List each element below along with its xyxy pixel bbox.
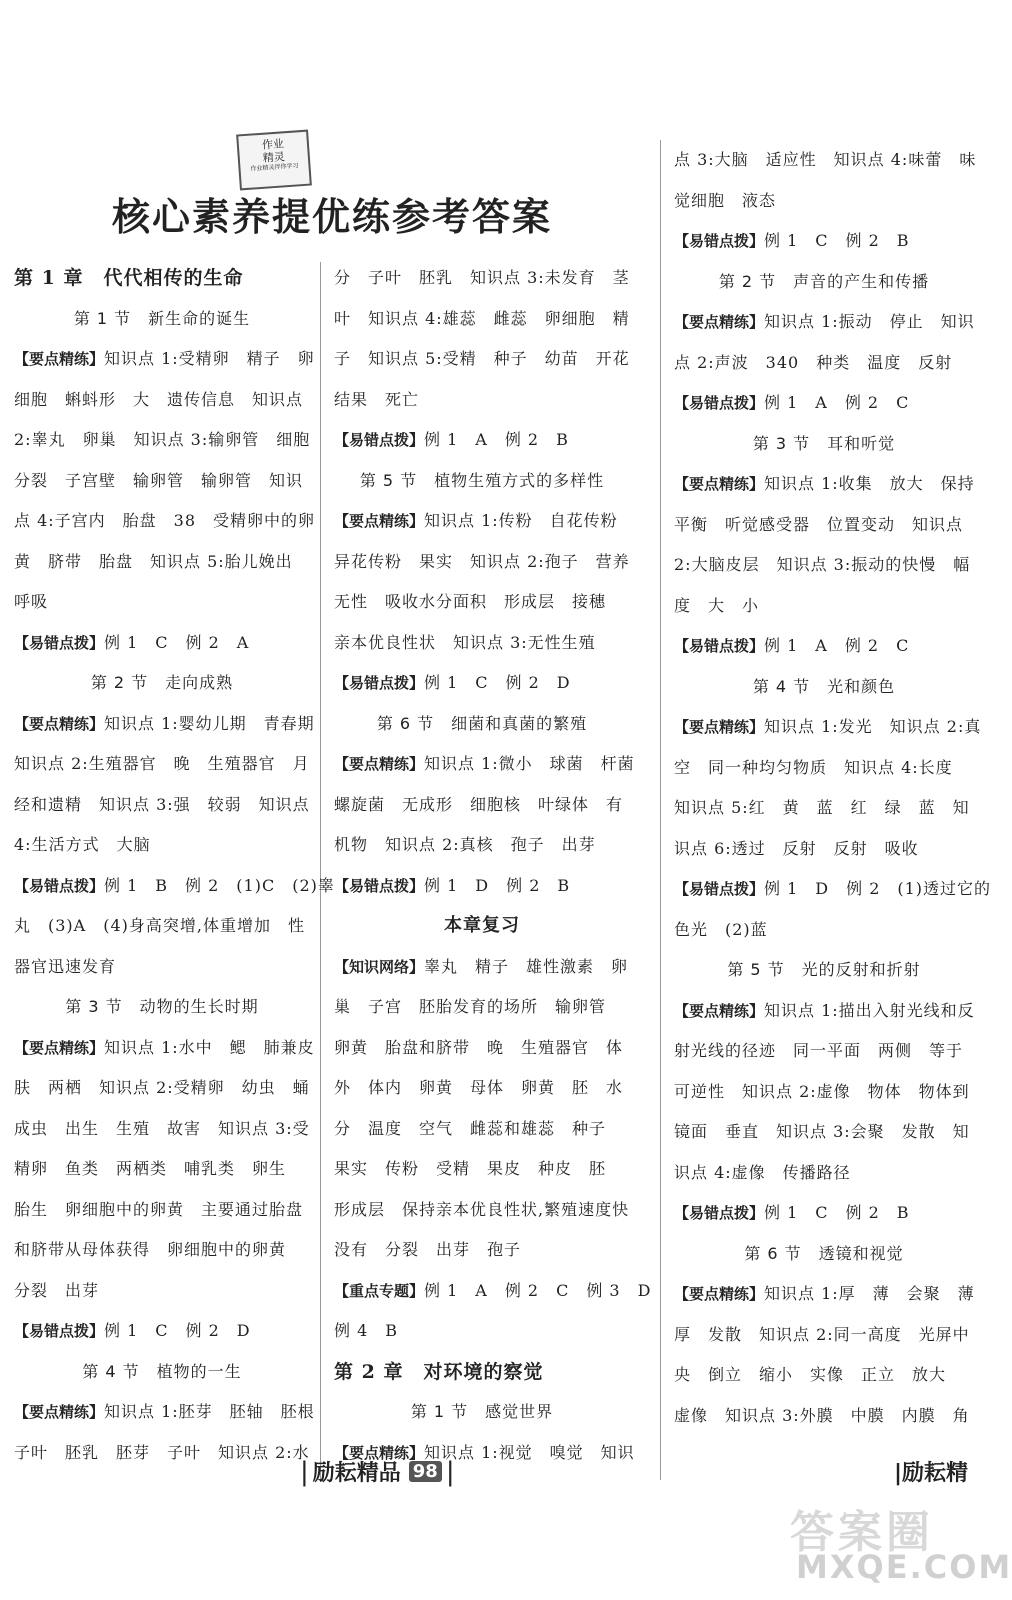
answer-line: 识点 4:虚像 传播路径 — [674, 1162, 851, 1182]
answer-line: 细胞 蝌蚪形 大 遗传信息 知识点 — [14, 389, 304, 409]
answer-tag: 【要点精练】 — [674, 1285, 765, 1303]
answer-line: 知识点 2:生殖器官 晚 生殖器官 月 — [14, 754, 310, 773]
answer-line: 分 温度 空气 雌蕊和雄蕊 种子 — [334, 1118, 607, 1138]
answer-tag: 【要点精练】 — [334, 512, 425, 530]
answer-line — [674, 464, 974, 505]
answer-tag: 【易错点拨】 — [334, 876, 425, 895]
answer-line: 点 3:大脑 适应性 知识点 4:味蕾 味 — [674, 150, 977, 169]
answer-line: 卵黄 胎盘和脐带 晚 生殖器官 体 — [334, 1037, 624, 1057]
answer-line: 和脐带从母体获得 卵细胞中的卵黄 — [14, 1240, 287, 1259]
page-title: 核心素养提优练参考答案 — [112, 194, 553, 239]
answer-tag: 【易错点拨】 — [14, 876, 105, 895]
answer-line — [674, 221, 974, 262]
answer-line: 4:生活方式 大脑 — [14, 835, 151, 854]
answer-line: 呼吸 — [14, 592, 49, 611]
answer-line — [14, 1392, 315, 1433]
answer-text: 例 1 A 例 2 C 例 3 D — [424, 1280, 652, 1300]
chapter-heading: 第 1 章 代代相传的生命 — [14, 267, 244, 289]
answer-text: 例 1 C 例 2 D — [424, 673, 571, 692]
answer-text: 例 1 A 例 2 C — [764, 393, 910, 412]
answer-line — [674, 302, 974, 343]
answer-text: 例 1 B 例 2 (1)C (2)睾 — [104, 875, 335, 895]
answer-line: 觉细胞 液态 — [674, 190, 777, 210]
answer-text: 知识点 1:传粉 自花传粉 — [424, 511, 618, 530]
page-number: 98 — [409, 1461, 442, 1482]
column-divider — [660, 140, 661, 1480]
chapter-heading: 第 2 章 对环境的察觉 — [334, 1360, 544, 1383]
answer-text: 例 1 D 例 2 (1)透过它的 — [764, 879, 992, 898]
answer-text: 例 1 C 例 2 B — [764, 231, 910, 250]
answer-text: 知识点 1:婴幼儿期 青春期 — [104, 713, 315, 733]
answer-tag: 【易错点拨】 — [14, 633, 105, 652]
answer-line: 分 子叶 胚乳 知识点 3:未发育 茎 — [334, 268, 630, 287]
answer-line: 2:大脑皮层 知识点 3:振动的快慢 幅 — [674, 555, 971, 574]
answer-line — [674, 707, 982, 748]
answer-line: 外 体内 卵黄 母体 卵黄 胚 水 — [334, 1078, 624, 1097]
review-heading: 本章复习 — [444, 915, 520, 936]
answer-text: 知识点 1:水中 鳃 肺兼皮 — [104, 1037, 315, 1057]
answer-line: 无性 吸收水分面积 形成层 接穗 — [334, 592, 607, 611]
answer-tag: 【易错点拨】 — [334, 431, 425, 449]
section-heading: 第 3 节 动物的生长时期 — [65, 997, 259, 1016]
answer-line — [334, 947, 630, 988]
column-divider — [320, 262, 321, 1482]
answer-line: 可逆性 知识点 2:虚像 物体 物体到 — [674, 1081, 970, 1101]
answer-line: 空 同一种均匀物质 知识点 4:长度 — [674, 757, 953, 777]
answer-text: 知识点 1:厚 薄 会聚 薄 — [764, 1284, 975, 1303]
answer-text: 例 1 A 例 2 C — [764, 636, 910, 655]
answer-line — [674, 383, 974, 424]
answer-line: 度 大 小 — [674, 595, 760, 615]
answer-tag: 【要点精练】 — [334, 755, 425, 773]
answer-text: 知识点 1:振动 停止 知识 — [764, 312, 975, 331]
answer-tag: 【要点精练】 — [334, 1443, 425, 1462]
answer-line: 2:睾丸 卵巢 知识点 3:输卵管 细胞 — [14, 430, 311, 449]
answer-line: 分裂 出芽 — [14, 1280, 100, 1300]
footer-bar-right: | — [445, 1456, 455, 1487]
footer-brand: 励耘精 — [902, 1461, 969, 1486]
answer-line — [14, 339, 315, 380]
answer-text: 知识点 1:收集 放大 保持 — [764, 474, 975, 493]
answer-tag: 【易错点拨】 — [674, 880, 765, 898]
answer-line — [334, 663, 630, 704]
page-footer — [300, 1456, 455, 1487]
answer-line — [674, 626, 974, 667]
answer-line: 螺旋菌 无成形 细胞核 叶绿体 有 — [334, 794, 624, 814]
answer-line — [14, 1311, 310, 1352]
answer-line — [334, 866, 630, 907]
answer-line — [14, 1028, 315, 1069]
answer-tag: 【易错点拨】 — [674, 1204, 765, 1222]
answer-line: 黄 脐带 胎盘 知识点 5:胎儿娩出 — [14, 551, 293, 571]
answer-line — [14, 866, 335, 907]
answer-line — [674, 991, 974, 1032]
answer-tag: 【易错点拨】 — [674, 394, 765, 412]
answer-line — [334, 1271, 652, 1312]
answer-tag: 【要点精练】 — [14, 1038, 105, 1057]
section-heading: 第 1 节 新生命的诞生 — [73, 308, 251, 328]
section-heading: 第 4 节 植物的一生 — [82, 1361, 242, 1381]
answer-text: 例 1 C 例 2 D — [104, 1321, 251, 1340]
answer-text: 例 1 A 例 2 B — [424, 430, 569, 449]
answer-line — [334, 744, 635, 785]
section-heading: 第 2 节 声音的产生和传播 — [718, 271, 930, 291]
answer-tag: 【要点精练】 — [674, 475, 765, 493]
answer-column-1 — [14, 258, 335, 1473]
answer-text: 知识点 1:受精卵 精子 卵 — [104, 349, 315, 368]
answer-tag: 【要点精练】 — [14, 714, 105, 733]
answer-line — [674, 869, 992, 910]
answer-tag: 【知识网络】 — [334, 957, 425, 976]
answer-line: 异花传粉 果实 知识点 2:孢子 营养 — [334, 551, 630, 571]
answer-line — [334, 420, 630, 461]
stamp-line-1: 作业 — [261, 137, 285, 152]
answer-line: 机物 知识点 2:真核 孢子 出芽 — [334, 835, 596, 854]
answer-line: 形成层 保持亲本优良性状,繁殖速度快 — [334, 1199, 630, 1219]
answer-tag: 【要点精练】 — [14, 1403, 105, 1421]
answer-column-2 — [334, 258, 652, 1473]
answer-line: 识点 6:透过 反射 反射 吸收 — [674, 838, 919, 858]
answer-line: 巢 子宫 胚胎发育的场所 输卵管 — [334, 997, 607, 1016]
answer-tag: 【易错点拨】 — [674, 637, 765, 655]
answer-line: 例 4 B — [334, 1321, 399, 1340]
answer-line: 点 4:子宫内 胎盘 38 受精卵中的卵 — [14, 511, 316, 530]
section-heading: 第 5 节 光的反射和折射 — [727, 960, 921, 979]
answer-line: 虚像 知识点 3:外膜 中膜 内膜 角 — [674, 1405, 970, 1425]
answer-line: 器官迅速发育 — [14, 956, 117, 976]
section-heading: 第 6 节 细菌和真菌的繁殖 — [376, 713, 588, 733]
answer-tag: 【易错点拨】 — [14, 1322, 105, 1340]
footer-brand-next-page — [894, 1456, 968, 1487]
answer-tag: 【易错点拨】 — [674, 232, 765, 250]
answer-line — [674, 1274, 974, 1315]
answer-line: 亲本优良性状 知识点 3:无性生殖 — [334, 632, 596, 652]
answer-text: 例 1 C 例 2 A — [104, 632, 250, 652]
answer-line: 没有 分裂 出芽 孢子 — [334, 1240, 522, 1259]
answer-tag: 【要点精练】 — [674, 718, 765, 736]
answer-tag: 【要点精练】 — [674, 1001, 765, 1020]
watermark-url: MXQE.COM — [796, 1548, 1012, 1586]
section-heading: 第 1 节 感觉世界 — [410, 1402, 554, 1421]
answer-text: 例 1 D 例 2 B — [424, 875, 571, 895]
answer-text: 知识点 1:视觉 嗅觉 知识 — [424, 1442, 635, 1462]
answer-text: 知识点 1:描出入射光线和反 — [764, 1000, 975, 1020]
answer-line: 丸 (3)A (4)身高突增,体重增加 性 — [14, 916, 305, 935]
answer-line: 色光 (2)蓝 — [674, 919, 768, 939]
answer-tag: 【要点精练】 — [674, 313, 765, 331]
answer-line: 经和遗精 知识点 3:强 较弱 知识点 — [14, 794, 310, 814]
answer-line: 镜面 垂直 知识点 3:会聚 发散 知 — [674, 1122, 970, 1141]
answer-line: 结果 死亡 — [334, 389, 420, 409]
section-heading: 第 2 节 走向成熟 — [90, 673, 234, 692]
answer-line: 分裂 子宫壁 输卵管 输卵管 知识 — [14, 470, 304, 490]
answer-line — [334, 501, 630, 542]
stamp-line-3: 作业精灵伴你学习 — [250, 162, 299, 173]
footer-bar-left: | — [300, 1456, 309, 1487]
stamp-line-2: 精灵 — [262, 150, 286, 165]
answer-line: 射光线的径迹 同一平面 两侧 等于 — [674, 1041, 964, 1060]
homework-stamp-logo — [236, 130, 312, 191]
answer-line: 胎生 卵细胞中的卵黄 主要通过胎盘 — [14, 1199, 304, 1219]
answer-line: 叶 知识点 4:雄蕊 雌蕊 卵细胞 精 — [334, 308, 630, 328]
footer-bar-left: | — [894, 1461, 903, 1486]
answer-column-3 — [674, 140, 992, 1436]
answer-line — [14, 623, 310, 664]
section-heading: 第 3 节 耳和听觉 — [752, 433, 896, 453]
answer-line: 平衡 听觉感受器 位置变动 知识点 — [674, 514, 964, 534]
answer-tag: 【易错点拨】 — [334, 674, 425, 692]
answer-line: 央 倒立 缩小 实像 正立 放大 — [674, 1365, 947, 1384]
answer-text: 知识点 1:发光 知识点 2:真 — [764, 717, 982, 736]
watermark-logo: 答案圈 — [790, 1507, 934, 1558]
answer-line: 知识点 5:红 黄 蓝 红 绿 蓝 知 — [674, 798, 970, 817]
answer-line: 果实 传粉 受精 果皮 种皮 胚 — [334, 1159, 607, 1178]
answer-tag: 【要点精练】 — [14, 350, 105, 368]
answer-line — [674, 1193, 974, 1234]
section-heading: 第 5 节 植物生殖方式的多样性 — [359, 470, 605, 490]
answer-line: 厚 发散 知识点 2:同一高度 光屏中 — [674, 1324, 970, 1344]
answer-text: 知识点 1:胚芽 胚轴 胚根 — [104, 1402, 315, 1421]
answer-line — [14, 704, 315, 745]
section-heading: 第 6 节 透镜和视觉 — [744, 1243, 904, 1263]
answer-line: 点 2:声波 340 种类 温度 反射 — [674, 352, 953, 372]
footer-brand: 励耘精品 — [312, 1461, 401, 1486]
answer-line: 子 知识点 5:受精 种子 幼苗 开花 — [334, 349, 630, 368]
answer-text: 睾丸 精子 雄性激素 卵 — [424, 956, 629, 976]
answer-line: 肤 两栖 知识点 2:受精卵 幼虫 蛹 — [14, 1078, 310, 1097]
answer-line: 精卵 鱼类 两栖类 哺乳类 卵生 — [14, 1159, 287, 1178]
answer-tag: 【重点专题】 — [334, 1281, 425, 1300]
answer-text: 知识点 1:微小 球菌 杆菌 — [424, 754, 635, 773]
answer-line: 子叶 胚乳 胚芽 子叶 知识点 2:水 — [14, 1442, 310, 1462]
answer-text: 例 1 C 例 2 B — [764, 1203, 910, 1222]
answer-line: 成虫 出生 生殖 故害 知识点 3:受 — [14, 1118, 310, 1138]
section-heading: 第 4 节 光和颜色 — [752, 676, 896, 696]
